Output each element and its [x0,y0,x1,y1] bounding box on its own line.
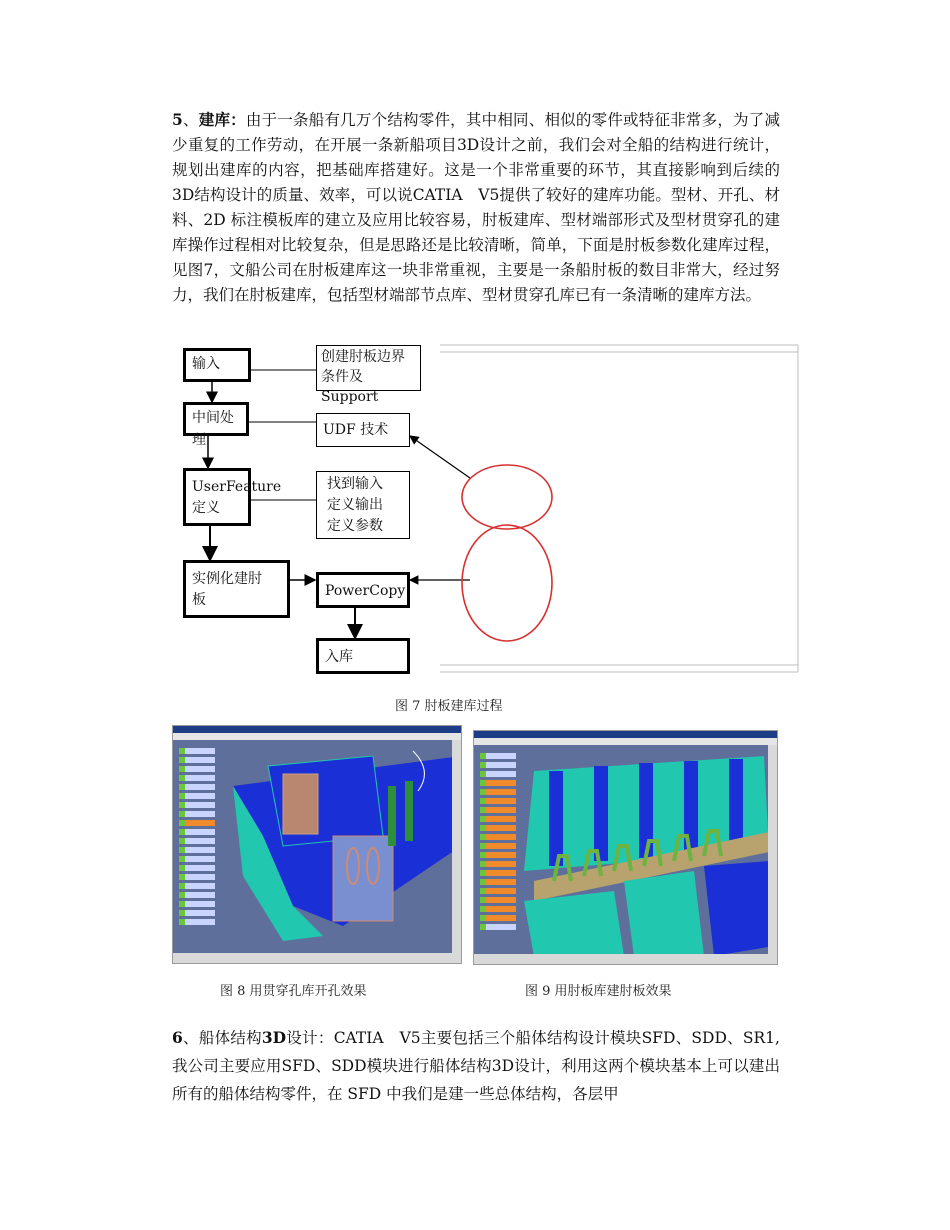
figure-9-catia-screenshot [473,730,778,965]
catia-right-toolbar [768,745,777,954]
note-box-params: 找到输入 定义输出 定义参数 [316,471,410,539]
spec-tree [179,748,215,928]
section-6-separator: 、 [182,1029,199,1047]
figure-9-caption: 图 9 用肘板库建肘板效果 [525,984,672,999]
section-6-paragraph [172,1024,780,1108]
red-ellipse-upper [462,465,552,529]
flow-box-userfeature: UserFeature 定义 [183,468,251,526]
hull-geometry-brackets [474,731,777,964]
flow-box-input: 输入 [183,348,251,382]
catia-bottom-toolbar [173,953,461,963]
catia-right-toolbar [452,740,461,953]
section-5-separator: 、 [182,111,199,129]
figure-8-caption: 图 8 用贯穿孔库开孔效果 [220,984,367,999]
section-6-number: 6 [172,1028,183,1047]
section-6-heading-c: 设计： [286,1029,334,1047]
flow-box-powercopy: PowerCopy [316,572,410,608]
note-box-udf: UDF 技术 [316,413,410,447]
red-ellipse-lower [462,525,552,641]
figure-7-caption: 图 7 肘板建库过程 [395,699,503,714]
section-5-number: 5 [172,110,183,129]
note-box-support: 创建肘板边界 条件及 Support [316,345,421,391]
catia-bottom-toolbar [474,954,777,964]
section-6-heading-b: 3D [261,1028,287,1047]
section-5-heading: 建库： [198,110,246,129]
flow-box-instantiate: 实例化建肘 板 [183,560,290,618]
figure-8-catia-screenshot [172,725,462,964]
section-5-body: 由于一条船有几万个结构零件，其中相同、相似的零件或特征非常多，为了减少重复的工作劳动，在开展一条新船项目3D设计之前，我们会对全船的结构进行统计，规划出建库的内容，把基础库搭建好。这是一个非常重要的环节，其直接影响到后续的3D结构设计的质量、效率，可以说CATIA V5提供了较好的建库功能。型材、开孔、材料、2D 标注模板库的建立及应用比较容易，肘板建库、型材端部形式及型材贯穿孔的建库操作过程相对比较复杂，但是思路还是比较清晰，简单，下面是肘板参数化建库过程，见图7，文船公司在肘板建库这一块非常重视，主要是一条船肘板的数目非常大，经过努力，我们在肘板建库，包括型材端部节点库、型材贯穿孔库已有一条清晰的建库方法。 [172,111,780,304]
section-6-heading-a: 船体结构 [198,1029,262,1047]
flow-box-store: 入库 [316,638,410,674]
section-6-body: CATIA V5主要包括三个船体结构设计模块SFD、SDD、SR1,我公司主要应用SFD、SDD模块进行船体结构3D设计，利用这两个模块基本上可以建出所有的船体结构零件，在 SFD 中我们是建一些总体结构，各层甲 [172,1029,780,1103]
arrow-ellipse-to-udf [410,436,470,478]
hull-geometry-holes [173,726,461,963]
spec-tree [480,753,516,933]
flow-box-mid: 中间处理 [183,402,249,436]
